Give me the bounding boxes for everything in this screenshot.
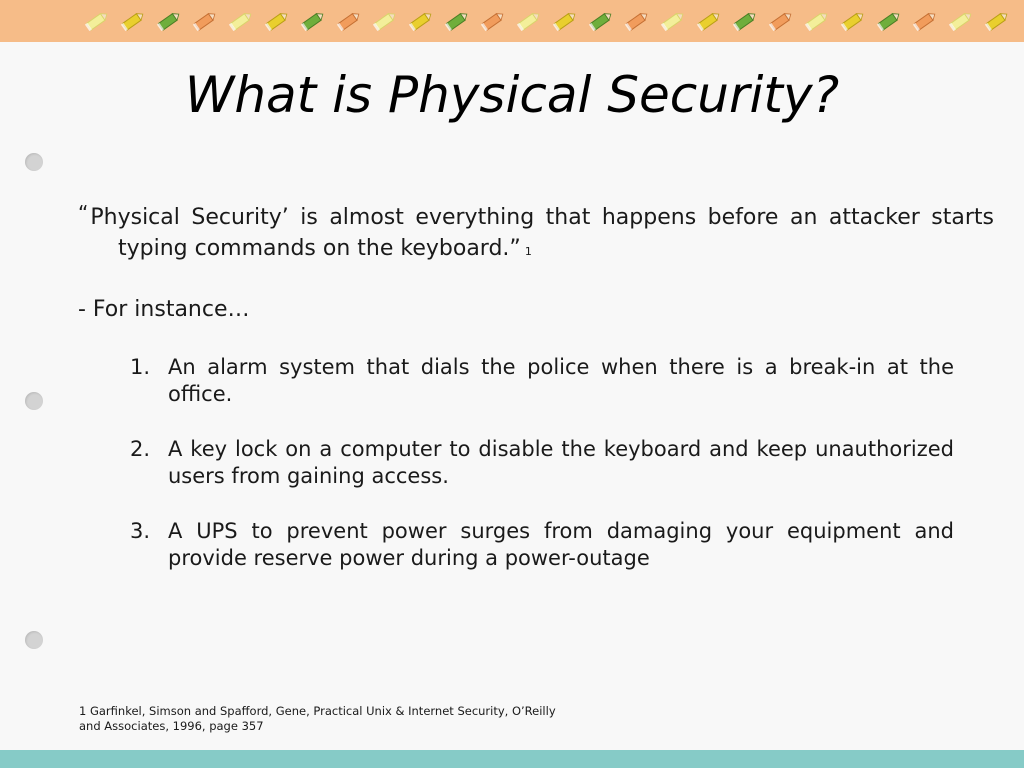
- slide-title: What is Physical Security?: [184, 66, 840, 124]
- pencil-icon-orange: [912, 8, 938, 34]
- bottom-decorative-band: [0, 750, 1024, 768]
- list-item-text: An alarm system that dials the police when there is a break-in at the office.: [168, 355, 954, 406]
- instance-label: - For instance…: [78, 297, 250, 322]
- pencil-icon-green: [300, 8, 326, 34]
- pencil-icon-light-yellow: [228, 8, 254, 34]
- quote-open-mark: “: [78, 201, 89, 225]
- list-item: [130, 518, 954, 572]
- list-item-number: 2.: [130, 437, 151, 461]
- binder-hole-icon: [25, 153, 43, 171]
- footnote-reference: 1: [524, 245, 532, 258]
- pencil-icon-light-yellow: [84, 8, 110, 34]
- pencil-icon-yellow: [264, 8, 290, 34]
- pencil-icon-orange: [624, 8, 650, 34]
- list-item: [130, 436, 954, 490]
- pencil-icon-light-yellow: [372, 8, 398, 34]
- pencil-icon-yellow: [696, 8, 722, 34]
- footnote: 1 Garfinkel, Simson and Spafford, Gene, Practical Unix & Internet Security, O’Reilly and Associates, 1996, page 357: [79, 704, 556, 733]
- pencil-icon-light-yellow: [948, 8, 974, 34]
- pencil-icon-yellow: [984, 8, 1010, 34]
- pencil-icon-yellow: [552, 8, 578, 34]
- list-item-number: 1.: [130, 355, 151, 379]
- pencil-icon-light-yellow: [516, 8, 542, 34]
- pencil-icon-green: [588, 8, 614, 34]
- list-item: [130, 354, 954, 408]
- pencil-icon-yellow: [408, 8, 434, 34]
- quote-paragraph: [78, 202, 994, 267]
- pencil-icon-orange: [768, 8, 794, 34]
- pencil-icon-light-yellow: [804, 8, 830, 34]
- pencil-icon-green: [876, 8, 902, 34]
- pencil-icon-green: [156, 8, 182, 34]
- pencil-icon-yellow: [840, 8, 866, 34]
- top-decorative-band: [0, 0, 1024, 42]
- pencil-icon-green: [444, 8, 470, 34]
- pencil-icon-green: [732, 8, 758, 34]
- pencil-icon-light-yellow: [660, 8, 686, 34]
- quote-text: Physical Security’ is almost everything that happens before an attacker starts typing commands on the keyboard.”: [90, 205, 994, 261]
- pencil-icon-orange: [336, 8, 362, 34]
- pencil-icon-orange: [192, 8, 218, 34]
- list-item-text: A UPS to prevent power surges from damaging your equipment and provide reserve power during a power-outage: [168, 519, 954, 570]
- example-list: [130, 354, 954, 600]
- pencil-icon-orange: [480, 8, 506, 34]
- list-item-number: 3.: [130, 519, 151, 543]
- binder-hole-icon: [25, 392, 43, 410]
- list-item-text: A key lock on a computer to disable the keyboard and keep unauthorized users from gaining access.: [168, 437, 954, 488]
- pencil-icon-yellow: [120, 8, 146, 34]
- binder-hole-icon: [25, 631, 43, 649]
